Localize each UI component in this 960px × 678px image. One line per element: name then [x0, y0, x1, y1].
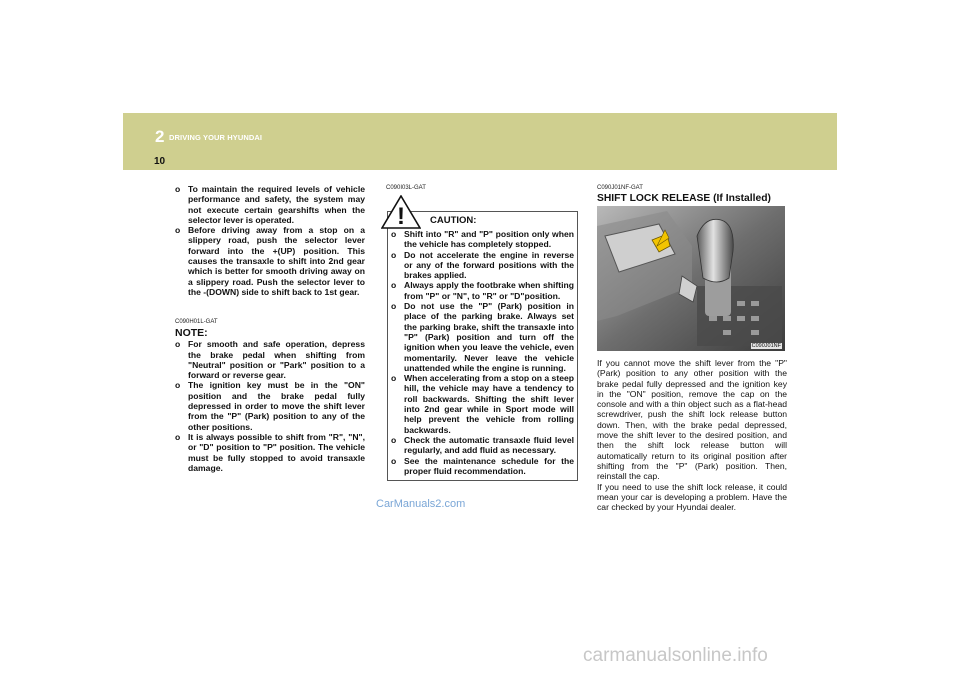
bullet: o [391, 280, 397, 291]
bullet: o [391, 229, 397, 239]
list-item: o For smooth and safe operation, depress the brake pedal when shifting from "Neutral" position or "Park" position to a forward or reverse gear. [175, 339, 365, 381]
column-left [175, 184, 365, 473]
bullet: o [391, 455, 397, 466]
shift-lock-description [597, 358, 787, 512]
caution-code: C090I03L-GAT [386, 185, 426, 191]
chapter-number: 2 [155, 127, 165, 146]
section-code: C090J01NF-GAT [597, 185, 643, 191]
intro-list [175, 184, 365, 297]
figure-label: C090J01NF [751, 343, 781, 349]
bullet: o [391, 249, 397, 260]
bullet: o [391, 301, 397, 312]
bullet: o [175, 184, 181, 194]
paragraph: If you need to use the shift lock release, it could mean your car is developing a problem. Have the car checked by your Hyundai dealer. [597, 481, 787, 513]
note-title: NOTE: [175, 327, 208, 340]
shift-lever-illustration [597, 206, 785, 351]
list-item: o Do not accelerate the engine in reverse or any of the forward positions with the brakes applied. [391, 249, 574, 281]
list-item: o Check the automatic transaxle fluid level regularly, and add fluid as necessary. [391, 434, 574, 456]
list-item: o Do not use the "P" (Park) position in place of the parking brake. Always set the parking brake, shift the transaxle into "P" (Park) position and turn off the ignition when you leave the vehicle, even momentarily. Never leave the vehicle unattended while the engine is running. [391, 301, 574, 373]
list-item: o Shift into "R" and "P" position only when the vehicle has completely stopped. [391, 229, 574, 250]
warning-exclamation-glyph: ! [397, 203, 405, 229]
watermark-link[interactable]: CarManuals2.com [376, 498, 466, 510]
bullet: o [175, 225, 181, 236]
list-item: o To maintain the required levels of vehicle performance and safety, the system may not execute certain gearshifts when the selector lever is operated. [175, 184, 365, 225]
shift-lever-photo [597, 206, 785, 351]
bullet: o [175, 431, 181, 442]
page-number: 10 [154, 156, 166, 167]
column-right [597, 184, 787, 205]
bullet: o [175, 339, 181, 350]
bullet: o [391, 373, 397, 384]
paragraph: If you cannot move the shift lever from the "P" (Park) position to any other position with the brake pedal fully depressed and the ignition key in the "ON" position, remove the cap on the console and with a thin object such as a flat-head screwdriver, push the shift lock release button down. Then, with the brake pedal depressed, move the shift lever to the desired position, and then the shift lock release button will automatically return to its original position after shifting from the "P" (Park) position. Then, reinstall the cap. [597, 358, 787, 482]
list-item: o The ignition key must be in the "ON" position and the brake pedal fully depressed in order to move the shift lever from the "P" (Park) position to any of the other positions. [175, 380, 365, 432]
list-item: o Before driving away from a stop on a slippery road, push the selector lever forward into the +(UP) position. This causes the transaxle to shift into 2nd gear which is better for smooth driving away on a slippery road. Push the selector lever to the -(DOWN) side to shift back to 1st gear. [175, 225, 365, 297]
list-item: o It is always possible to shift from "R", "N", or "D" position to "P" position. The vehicle must be fully stopped to avoid transaxle damage. [175, 431, 365, 473]
section-title: SHIFT LOCK RELEASE (If Installed) [597, 193, 771, 204]
note-list [175, 339, 365, 473]
watermark-footer: carmanualsonline.info [583, 645, 768, 666]
note-code: C090H01L-GAT [175, 319, 218, 326]
chapter-title: DRIVING YOUR HYUNDAI [169, 133, 263, 142]
list-item: o When accelerating from a stop on a steep hill, the vehicle may have a tendency to roll backwards. Shifting the shift lever into 2nd gear while in Sport mode will help prevent the vehicle from rolling backwards. [391, 373, 575, 435]
caution-list [391, 229, 574, 476]
list-item: o Always apply the footbrake when shifting from "P" or "N", to "R" or "D"position. [391, 280, 574, 301]
list-item: o See the maintenance schedule for the proper fluid recommendation. [391, 455, 574, 476]
caution-title: CAUTION: [430, 215, 477, 226]
bullet: o [175, 380, 181, 391]
warning-triangle-icon [381, 195, 421, 229]
bullet: o [391, 434, 397, 445]
